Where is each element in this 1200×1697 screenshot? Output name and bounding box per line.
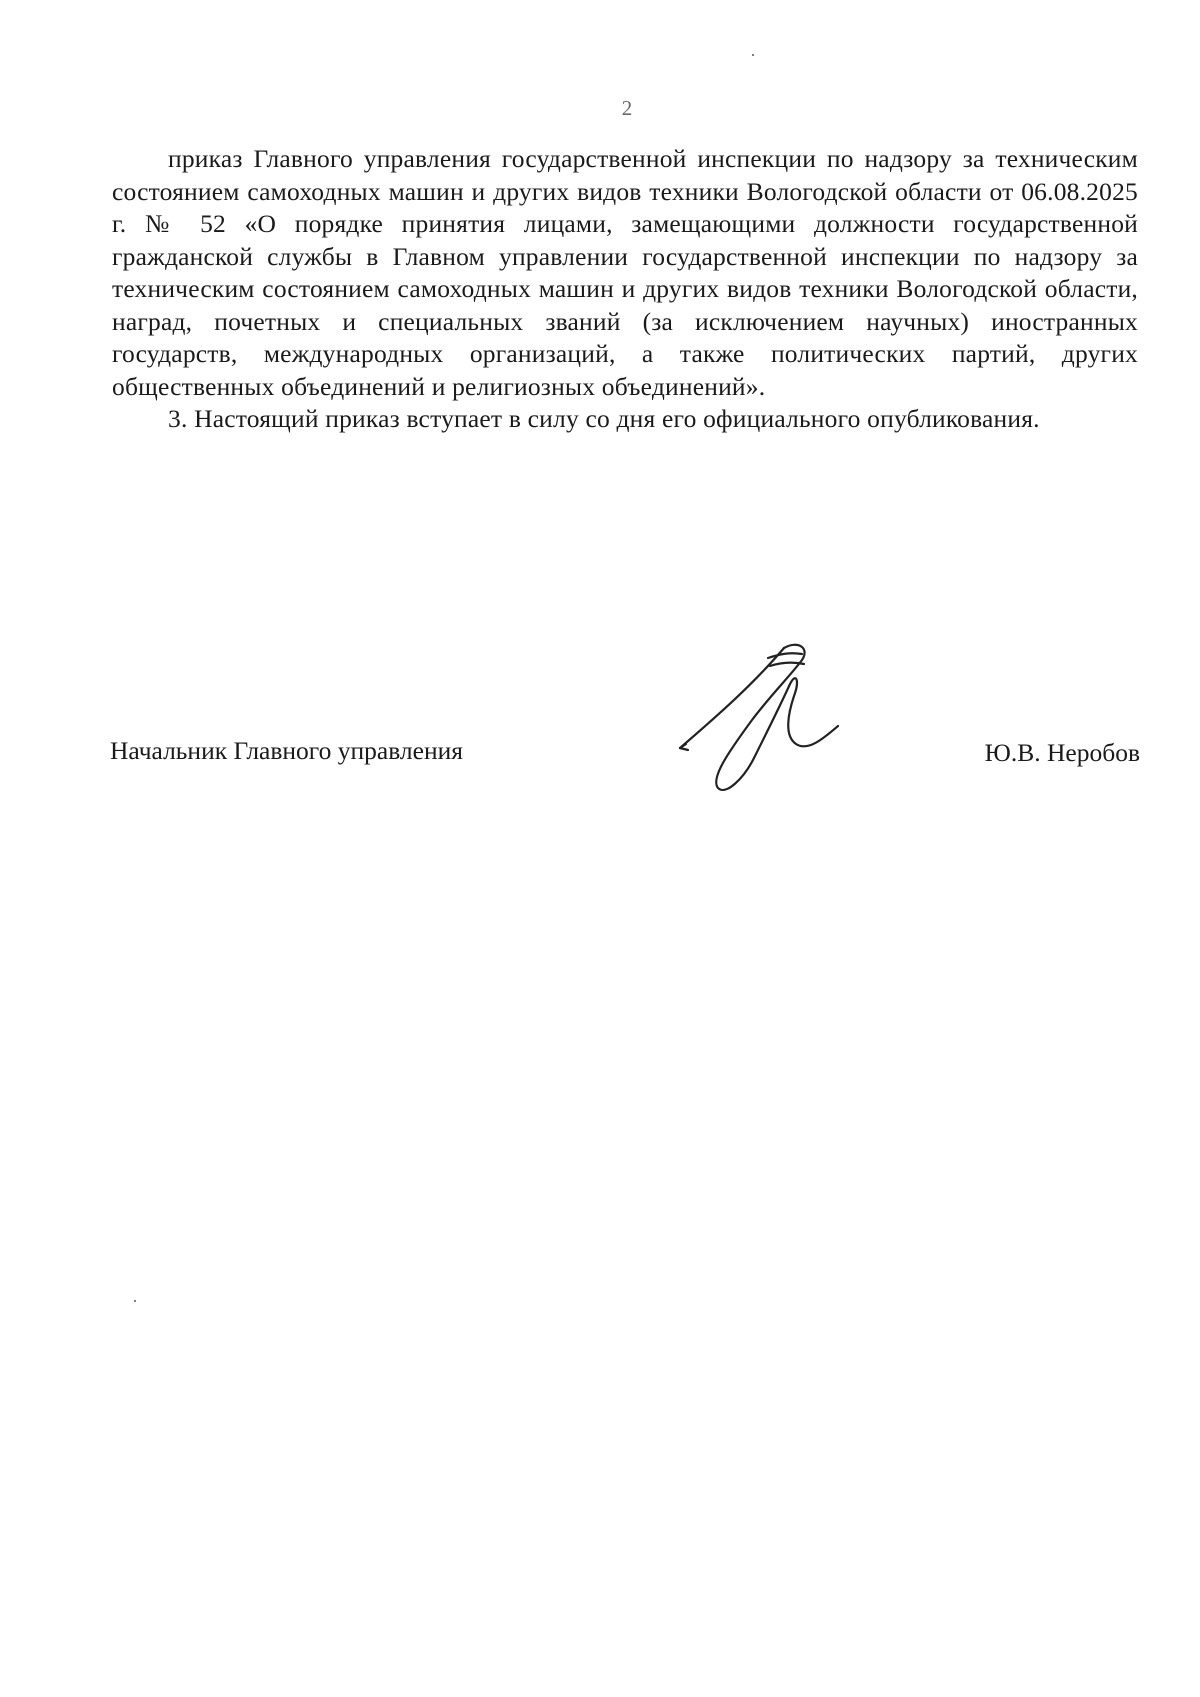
signer-name: Ю.В. Неробов [984,738,1140,767]
page-number: 2 [621,96,633,120]
signer-title: Начальник Главного управления [110,736,463,765]
signature-block [110,640,1140,820]
scan-speck [134,1300,136,1302]
document-body [112,143,1138,436]
scan-speck [752,54,754,56]
paragraph-order-reference: приказ Главного управления государственной инспекции по надзору за техническим состоянием самоходных машин и других видов техники Вологодской области от 06.08.2025 г. № 52 «О порядке принятия лицами, замещающими должности государственной гражданской службы в Главном управлении государственной инспекции по надзору за техническим состоянием самоходных машин и других видов техники Вологодской области, наград, почетных и специальных званий (за исключением научных) иностранных государств, международных организаций, а также политических партий, других общественных объединений и религиозных объединений». [112,144,1138,401]
paragraph-effective-date: 3. Настоящий приказ вступает в силу со дня его официального опубликования. [168,404,1040,433]
handwritten-signature-icon [670,640,870,820]
